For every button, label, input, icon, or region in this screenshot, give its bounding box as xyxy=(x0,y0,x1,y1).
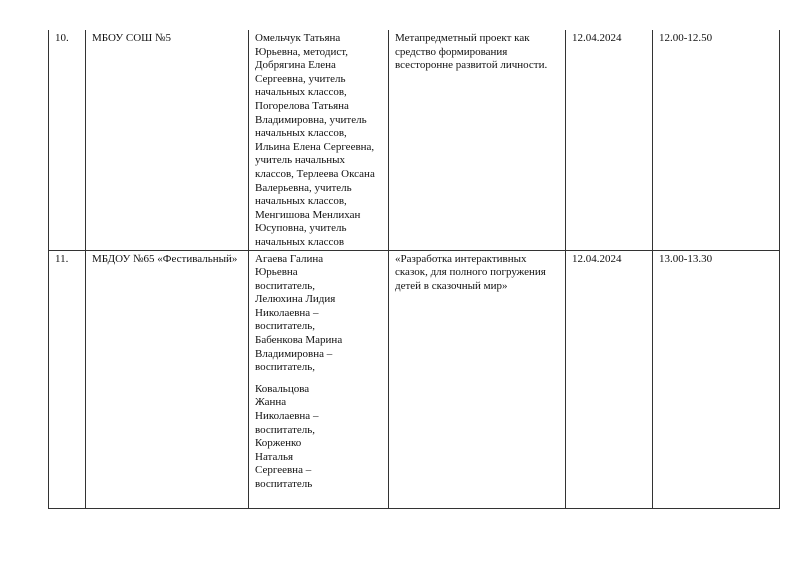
participants-line: начальных классов xyxy=(255,235,345,248)
participants-line: Юсуповна, учитель xyxy=(255,222,347,235)
participants-line: Владимировна, учитель xyxy=(255,113,367,126)
participants-line: Омельчук Татьяна xyxy=(255,32,341,44)
topic-line: средство формирования xyxy=(395,45,508,58)
participants-cell xyxy=(249,250,389,508)
row-number: 10. xyxy=(49,30,86,250)
time-cell: 12.00-12.50 xyxy=(653,30,780,250)
participants-line: начальных классов, xyxy=(255,127,347,140)
participants-line: Николаевна – xyxy=(255,306,319,319)
participants-line: Погорелова Татьяна xyxy=(255,99,349,112)
participants-line: Агаева Галина xyxy=(255,252,324,265)
participants-line: начальных классов, xyxy=(255,86,347,99)
topic-cell xyxy=(389,30,566,250)
participants-line: классов, Терлеева Оксана xyxy=(255,167,375,180)
participants-line: Менгишова Менлихан xyxy=(255,208,361,221)
participants-line: воспитатель xyxy=(255,478,313,490)
participants-line: Добрягина Елена xyxy=(255,59,336,72)
participants-line: Валерьевна, учитель xyxy=(255,181,352,194)
participants-line: Ильина Елена Сергеевна, xyxy=(255,140,375,153)
participants-line: Лелюхина Лидия xyxy=(255,293,336,306)
topic-line: Метапредметный проект как xyxy=(395,32,530,44)
participants-line: воспитатель, xyxy=(255,320,316,333)
topic-cell xyxy=(389,250,566,508)
participants-line: воспитатель, xyxy=(255,361,316,374)
participants-line: начальных классов, xyxy=(255,195,347,208)
topic-line: «Разработка интерактивных xyxy=(395,252,527,265)
table-row xyxy=(49,250,780,508)
participants-line: воспитатель, xyxy=(255,279,316,292)
participants-line: Владимировна – xyxy=(255,347,333,360)
participants-line: Юрьевна xyxy=(255,266,298,279)
participants-cell xyxy=(249,30,389,250)
time-cell: 13.00-13.30 xyxy=(653,250,780,508)
participants-line: Бабенкова Марина xyxy=(255,334,343,347)
participants-line: Ковальцова xyxy=(255,382,310,395)
topic-line: детей в сказочный мир» xyxy=(395,279,508,292)
institution-cell: МБДОУ №65 «Фестивальный» xyxy=(86,250,249,508)
date-cell: 12.04.2024 xyxy=(566,30,653,250)
date-cell: 12.04.2024 xyxy=(566,250,653,508)
topic-line: сказок, для полного погружения xyxy=(395,266,546,279)
participants-line: воспитатель, xyxy=(255,423,316,436)
row-number: 11. xyxy=(49,250,86,508)
participants-line: Юрьевна, методист, xyxy=(255,45,348,58)
schedule-table xyxy=(48,30,780,509)
participants-line: Наталья xyxy=(255,450,294,463)
participants-line: Сергеевна – xyxy=(255,464,312,477)
table-row xyxy=(49,30,780,250)
participants-line: учитель начальных xyxy=(255,154,345,167)
participants-line: Николаевна – xyxy=(255,410,319,423)
topic-line: всесторонне развитой личности. xyxy=(395,59,548,72)
institution-cell: МБОУ СОШ №5 xyxy=(86,30,249,250)
participants-line: Корженко xyxy=(255,437,302,450)
participants-line: Сергеевна, учитель xyxy=(255,72,346,85)
participants-line: Жанна xyxy=(255,396,287,409)
paragraph-gap xyxy=(255,375,382,383)
